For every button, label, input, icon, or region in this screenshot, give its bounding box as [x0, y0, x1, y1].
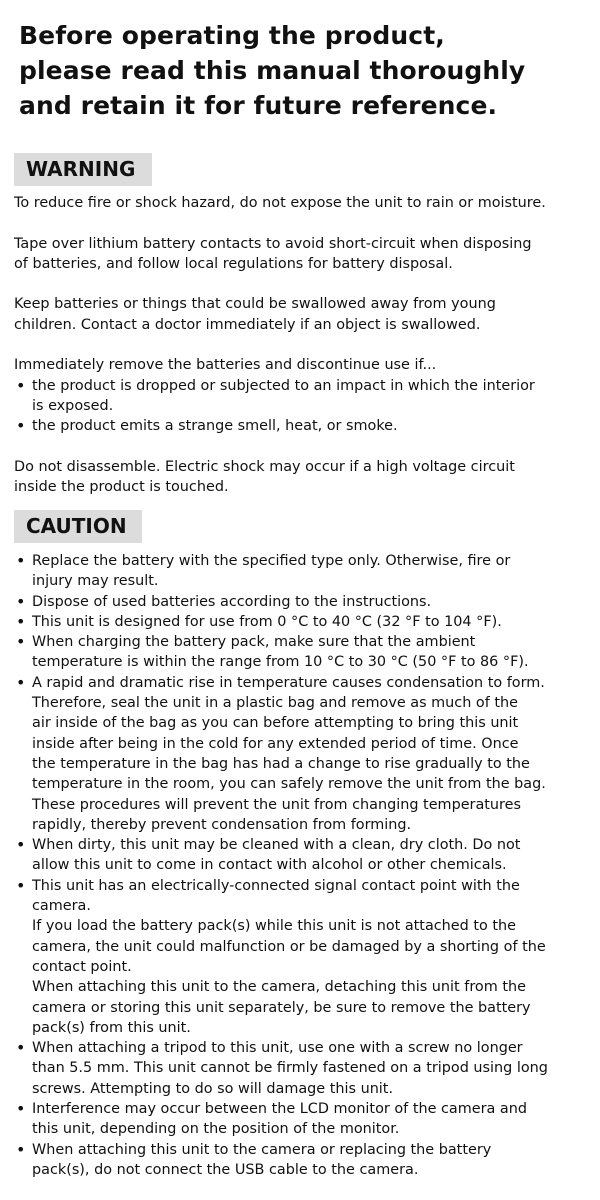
- caution-heading: CAUTION: [14, 510, 142, 543]
- warning-section: [14, 193, 592, 497]
- list-item: • the product is dropped or subjected to an impact in which the interior is exposed.: [14, 376, 592, 417]
- warning-paragraph-swallow: Keep batteries or things that could be swallowed away from young children. Contact a doctor immediately if an object is swallowed.: [14, 296, 496, 333]
- warning-bullet-list: [14, 376, 592, 437]
- warning-paragraph-battery-disposal: Tape over lithium battery contacts to avoid short-circuit when disposing of batteries, and follow local regulations for battery disposal.: [14, 235, 532, 272]
- list-item: • Replace the battery with the specified type only. Otherwise, fire or injury may result.: [14, 551, 592, 592]
- list-item: • the product emits a strange smell, heat, or smoke.: [14, 416, 592, 436]
- warning-paragraph-remove-batteries: Immediately remove the batteries and discontinue use if...: [14, 357, 437, 374]
- warning-heading: WARNING: [14, 153, 152, 186]
- intro-heading: Before operating the product, please read this manual thoroughly and retain it for future reference.: [19, 21, 526, 120]
- caution-bullet-list: [14, 551, 592, 1180]
- list-item: • Dispose of used batteries according to the instructions.: [14, 592, 592, 612]
- list-item: • Interference may occur between the LCD monitor of the camera and this unit, depending on the position of the monitor.: [14, 1099, 592, 1140]
- list-item: • When attaching a tripod to this unit, use one with a screw no longer than 5.5 mm. This unit cannot be firmly fastened on a tripod using long screws. Attempting to do so will damage this unit.: [14, 1038, 592, 1099]
- warning-paragraph-moisture: To reduce fire or shock hazard, do not expose the unit to rain or moisture.: [14, 195, 546, 211]
- list-item: • This unit is designed for use from 0 °C to 40 °C (32 °F to 104 °F).: [14, 612, 592, 632]
- list-item: • When attaching this unit to the camera or replacing the battery pack(s), do not connect the USB cable to the camera.: [14, 1140, 592, 1181]
- list-item: • This unit has an electrically-connected signal contact point with the camera. If you load the battery pack(s) while this unit is not attached to the camera, the unit could malfunction or be damaged by a shorting of the contact point. When attaching this unit to the camera, detaching this unit from the camera or storing this unit separately, be sure to remove the battery pack(s) from this unit.: [14, 876, 592, 1038]
- caution-section: [14, 551, 592, 1180]
- warning-paragraph-disassemble: Do not disassemble. Electric shock may occur if a high voltage circuit inside the product is touched.: [14, 458, 515, 496]
- list-item: • When charging the battery pack, make sure that the ambient temperature is within the range from 10 °C to 30 °C (50 °F to 86 °F).: [14, 632, 592, 673]
- list-item: • A rapid and dramatic rise in temperature causes condensation to form. Therefore, seal the unit in a plastic bag and remove as much of the air inside of the bag as you can before attempting to bring this unit inside after being in the cold for any extended period of time. Once the temperature in the bag has had a change to rise gradually to the temperature in the room, you can safely remove the unit from the bag. These procedures will prevent the unit from changing temperatures rapidly, thereby prevent condensation from forming.: [14, 673, 592, 835]
- list-item: • When dirty, this unit may be cleaned with a clean, dry cloth. Do not allow this unit to come in contact with alcohol or other chemicals.: [14, 835, 592, 876]
